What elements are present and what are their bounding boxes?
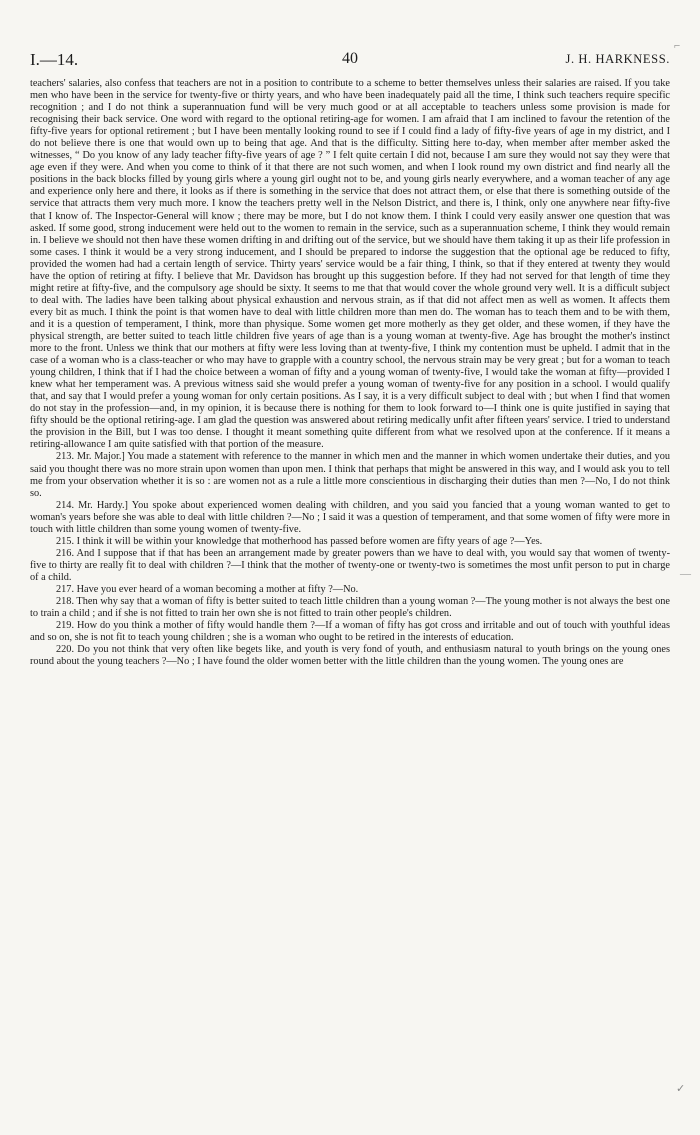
- question-213: 213. Mr. Major.] You made a statement with reference to the manner in which men and the manner in which women undertake their duties, and you said you thought there was no more strain upon women than upon men. I think that perhaps that might be answered in this way, and I would ask you to tell me from your observation whether it is so : are women not as a rule a little more conscientious in discharging their duties than men ?—No, I do not think so.: [30, 451, 670, 499]
- body-text: [30, 78, 670, 668]
- question-215: 215. I think it will be within your knowledge that motherhood has passed before women are fifty years of age ?—Yes.: [56, 535, 543, 547]
- parliamentary-paper-number: I.—14.: [30, 50, 79, 69]
- witness-name: J. H. HARKNESS.: [565, 52, 670, 66]
- statement-paragraph: teachers' salaries, also confess that teachers are not in a position to contribute to a scheme to better themselves unless their salaries are raised. If you take men who have been in the service for twenty-five or thirty years, and who have been inadequately paid all the time, I think such teachers require specific recognition ; and I do not think a superannuation fund will be very much good or at all acceptable to teachers unless some provision is made for recognising their back service. One word with regard to the optional retiring-age for women. I am afraid that I am inclined to favour the retention of the fifty-five years for optional retirement ; but I have been mentally looking round to see if I could find a lady of fifty-five years of age in my district, and I do not believe there is one that would own up to being that age. And that is the difficulty. Sitting here to-day, when member after member asked the witnesses, “ Do you know of any lady teacher fifty-five years of age ? ” I felt quite certain I did not, because I am sure they would not say they were that age even if they were. And when you come to think of it that there are not such women, and when I look round my own district and find nearly all the positions in the back blocks filled by young girls where a young girl ought not to be, and young girls nearly everywhere, and a woman teacher of any age and experience only here and there, it looks as if there is something in the service that does not attract them, or else that there is something outside of the service that attracts them very much more. I know the teachers pretty well in the Nelson District, and there is, I think, only one anywhere near fifty-five that I know of. The Inspector-General will know ; there may be more, but I do not know them. I think I could very easily answer one question that was asked. If some good, strong inducement were held out to the women to remain in the service, such as a superannuation scheme, I think they would remain in. I believe we should not then have these women drifting in and drifting out of the service, but we should have them taking it up as their life profession in some cases. I think it would be a very strong inducement, and I should be prepared to indorse the suggestion that the optional age be reduced to fifty, provided the women had had a certain length of service. Thirty years' service would be a fair thing, I think, so that if they entered at twenty they would have the option of retiring at fifty. I believe that Mr. Davidson has brought up this suggestion before. If they had not served for that length of time they might retire at fifty-five, and the compulsory age should be sixty. It seems to me that that would cover the whole ground very well. It is a difficult subject to deal with. The ladies have been talking about physical exhaustion and nervous strain, as if that did not affect men as well as women. It affects them every bit as much. I think the point is that women have to deal with little children more than men do. The woman has to teach them and to be with them, and it is a question of temperament, I think, more than physique. Some women get more motherly as they get older, and these women, if they have the physical strength, are better suited to teach little children five years of age than is a young woman at twenty-five. Age has brought the mother's instinct more to the front. Unless we think that our mothers at fifty were less loving than at twenty-five, I think my contention must be upheld. I admit that in the case of a woman who is a class-teacher or who may have to grapple with a country school, the nervous strain may be very great ; but for a woman to teach young children, I think that if I had the choice between a woman of fifty and a young woman of twenty-five, I would take the woman at fifty—provided I knew what her temperament was. A previous witness said she would prefer a young woman of twenty-five for any position in a school. I would qualify that, and say that I would prefer a young woman for only certain positions. As I say, it is a very difficult subject to deal with ; but when I find that women do not stay in the profession—and, in my opinion, it is because there is nothing for them to look forward to—I think one is quite justified in saying that fifty should be the optional retiring-age. I am glad the question was answered about retiring medically unfit after fifteen years' service. I tried to understand the provision in the Bill, but I was too dense. I thought it meant something quite different from what we resolved upon at the conference. If it means a retiring-allowance I am quite satisfied with that portion of the measure.: [30, 78, 670, 451]
- question-218: 218. Then why say that a woman of fifty is better suited to teach little children than a young woman ?—The young mother is not always the best one to train a child ; and if she is not fitted to train her own she is not fitted to train other people's children.: [30, 596, 670, 620]
- scan-edge-mark: —: [680, 568, 691, 580]
- scan-edge-mark: ✓: [676, 1083, 686, 1095]
- question-214: 214. Mr. Hardy.] You spoke about experienced women dealing with children, and you said you fancied that a young woman wanted to get to woman's years before she was able to deal with little children ?—No ; I said it was a question of temperament, and that some women of fifty were more in touch with little children than some young women of twenty-five.: [30, 499, 670, 535]
- question-216: 216. And I suppose that if that has been an arrangement made by greater powers than we have to deal with, you would say that women of twenty-five to thirty are really fit to deal with children ?—I think that the mother of twenty-one or twenty-two is sometimes the most unfit person to put in charge of a child.: [30, 547, 670, 583]
- page-header: [30, 50, 670, 72]
- question-219: 219. How do you think a mother of fifty would handle them ?—If a woman of fifty has got cross and irritable and out of touch with youthful ideas and so on, she is not fit to teach young children ; she is a woman who ought to be retired in the interests of education.: [30, 620, 670, 644]
- scan-edge-mark: ⌐: [674, 40, 681, 52]
- question-220: 220. Do you not think that very often like begets like, and youth is very fond of youth, and enthusiasm natural to youth brings on the young ones round about the young teachers ?—No ; I have found the older women better with the little children than the young women. The young ones are: [30, 644, 670, 668]
- question-217: 217. Have you ever heard of a woman becoming a mother at fifty ?—No.: [56, 583, 359, 595]
- page-number: 40: [342, 50, 358, 67]
